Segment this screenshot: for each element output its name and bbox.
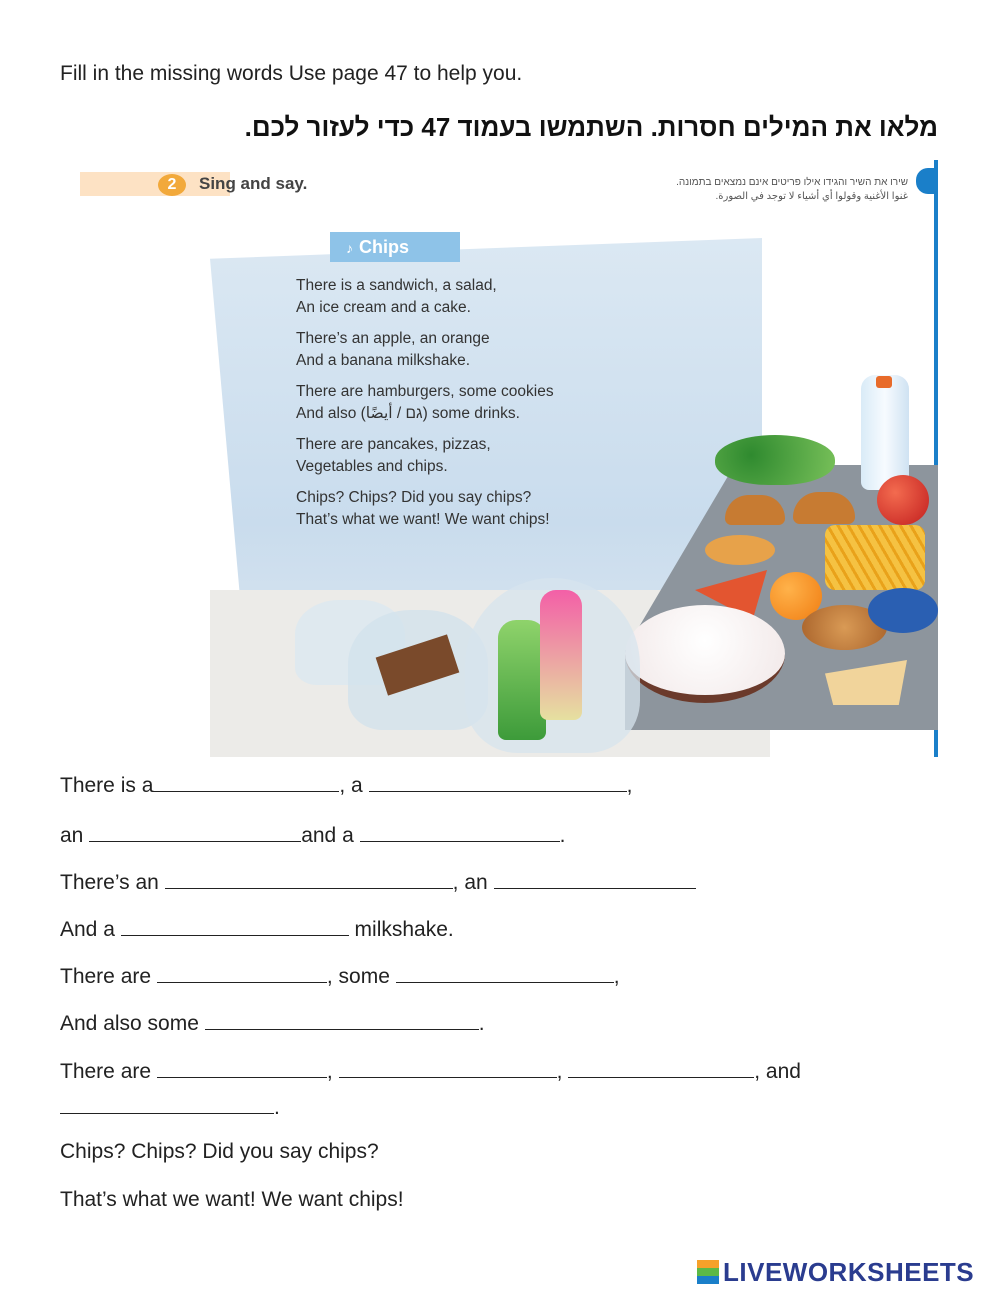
liveworksheets-icon xyxy=(697,1260,719,1284)
chips xyxy=(825,525,925,590)
worksheet-line: That’s what we want! We want chips! xyxy=(60,1188,404,1211)
answer-blank[interactable] xyxy=(153,773,339,792)
hamburger xyxy=(725,495,785,525)
cake xyxy=(625,605,785,703)
stanza xyxy=(296,328,554,372)
line-text: . xyxy=(274,1096,280,1119)
poem-line: Vegetables and chips. xyxy=(296,458,448,475)
header-arabic: غنوا الأغنية وقولوا أي أشياء لا توجد في الصورة. xyxy=(715,191,908,202)
line-text: , xyxy=(626,774,633,797)
exercise-title: Sing and say. xyxy=(199,174,308,193)
bottle-cap xyxy=(876,376,892,388)
worksheet-line xyxy=(60,964,620,989)
drink-bottle xyxy=(498,620,546,740)
pancakes xyxy=(705,535,775,565)
line-text: , and xyxy=(754,1060,801,1083)
line-text: , xyxy=(326,1060,339,1083)
line-text: There’s an xyxy=(60,871,165,894)
book-header-text xyxy=(578,176,908,204)
line-text: an xyxy=(60,824,90,847)
answer-blank[interactable] xyxy=(157,964,327,983)
cookie-tin xyxy=(868,588,938,633)
exercise-number: 2 xyxy=(158,174,186,196)
answer-blank[interactable] xyxy=(60,1095,274,1114)
line-text: , some xyxy=(326,965,396,988)
answer-blank[interactable] xyxy=(369,773,627,792)
line-text: And a xyxy=(60,918,121,941)
line-text: And also some xyxy=(60,1012,205,1035)
drink-bottle xyxy=(540,590,582,720)
worksheet-line xyxy=(60,1011,485,1036)
line-text: There is a xyxy=(60,774,154,797)
salad xyxy=(715,435,835,485)
answer-blank[interactable] xyxy=(494,870,696,889)
answer-blank[interactable] xyxy=(165,870,453,889)
worksheet-line xyxy=(60,870,696,895)
answer-blank[interactable] xyxy=(121,917,349,936)
answer-blank[interactable] xyxy=(89,823,301,842)
poem-line: Chips? Chips? Did you say chips? xyxy=(296,489,532,506)
line-text: , a xyxy=(339,774,369,797)
answer-blank[interactable] xyxy=(568,1059,754,1078)
stanza xyxy=(296,381,554,425)
brand-logo xyxy=(697,1257,974,1288)
line-text: , xyxy=(556,1060,569,1083)
water-bottle xyxy=(861,375,909,490)
song-title-text: Chips xyxy=(359,237,410,257)
audio-tab xyxy=(916,168,934,194)
stanza xyxy=(296,487,554,531)
brand-text: LIVEWORKSHEETS xyxy=(723,1257,975,1287)
line-text: and a xyxy=(301,824,360,847)
poem-line: That’s what we want! We want chips! xyxy=(296,511,550,528)
line-text: , xyxy=(613,965,620,988)
answer-blank[interactable] xyxy=(396,964,614,983)
poem-line: There are pancakes, pizzas, xyxy=(296,436,491,453)
worksheet-line xyxy=(60,917,454,942)
answer-blank[interactable] xyxy=(360,823,560,842)
poem-line: There’s an apple, an orange xyxy=(296,330,490,347)
stanza xyxy=(296,275,554,319)
worksheet-line xyxy=(60,823,565,848)
poem-line: There is a sandwich, a salad, xyxy=(296,277,497,294)
line-text: , an xyxy=(452,871,494,894)
line-text: There are xyxy=(60,965,157,988)
textbook-image xyxy=(80,160,938,757)
poem-line: There are hamburgers, some cookies xyxy=(296,383,554,400)
hamburger xyxy=(793,492,855,524)
poem-line: And a banana milkshake. xyxy=(296,352,471,369)
line-text: . xyxy=(478,1012,485,1035)
worksheet-line xyxy=(60,1095,280,1120)
apple xyxy=(877,475,929,525)
instruction-hebrew: מלאו את המילים חסרות. השתמשו בעמוד 47 כדי לעזור לכם. xyxy=(244,112,938,142)
poem xyxy=(296,275,554,540)
stanza xyxy=(296,434,554,478)
answer-blank[interactable] xyxy=(339,1059,557,1078)
worksheet-line xyxy=(60,1059,801,1084)
music-note-icon: ♪ xyxy=(346,240,353,256)
worksheet-line xyxy=(60,773,632,798)
poem-line: An ice cream and a cake. xyxy=(296,299,471,316)
instruction-english: Fill in the missing words Use page 47 to help you. xyxy=(60,62,523,85)
answer-blank[interactable] xyxy=(157,1059,327,1078)
worksheet-line: Chips? Chips? Did you say chips? xyxy=(60,1140,379,1163)
line-text: . xyxy=(559,824,566,847)
answer-blank[interactable] xyxy=(205,1011,479,1030)
song-title xyxy=(330,232,460,262)
line-text: There are xyxy=(60,1060,157,1083)
line-text: milkshake. xyxy=(348,918,454,941)
poem-line: And also (גם / أيضًا) some drinks. xyxy=(296,405,520,422)
header-hebrew: שירו את השיר והגידו אילו פריטים אינם נמצאים בתמונה. xyxy=(676,177,908,188)
